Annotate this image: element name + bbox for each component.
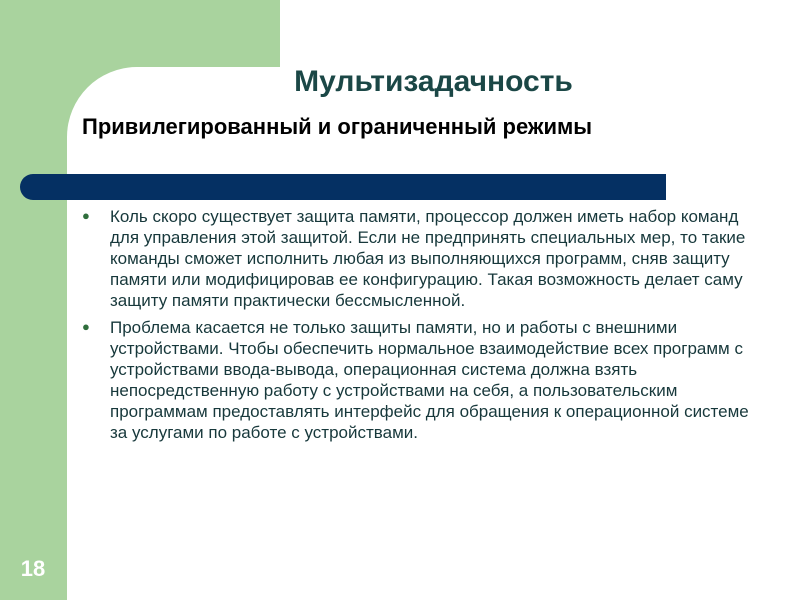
bullet-item <box>80 206 760 311</box>
slide-subtitle: Привилегированный и ограниченный режимы <box>82 114 593 139</box>
bullet-list <box>80 206 760 449</box>
bullet-dot-icon: ● <box>82 319 90 334</box>
slide-number: 18 <box>20 556 46 581</box>
bullet-text: Проблема касается не только защиты памяти, но и работы с внешними устройствами. Чтобы обеспечить нормальное взаимодействие всех программ с устройствами ввода-вывода, операционная система должна взять непосредственную работу с устройствами на себя, а пользовательским программам предоставлять интерфейс для обращения к операционной системе за услугами по работе с устройствами. <box>110 318 749 442</box>
bullet-dot-icon: ● <box>82 208 90 223</box>
bullet-text: Коль скоро существует защита памяти, процессор должен иметь набор команд для управления этой защитой. Если не предпринять специальных мер, то такие команды сможет исполнить любая из выполняющихся программ, сняв защиту памяти или модифицировав ее конфигурацию. Такая возможность делает саму защиту памяти практически бессмысленной. <box>110 207 746 310</box>
title-divider-bar <box>20 174 666 200</box>
bullet-item <box>80 317 760 443</box>
slide-title: Мультизадачность <box>294 65 573 98</box>
